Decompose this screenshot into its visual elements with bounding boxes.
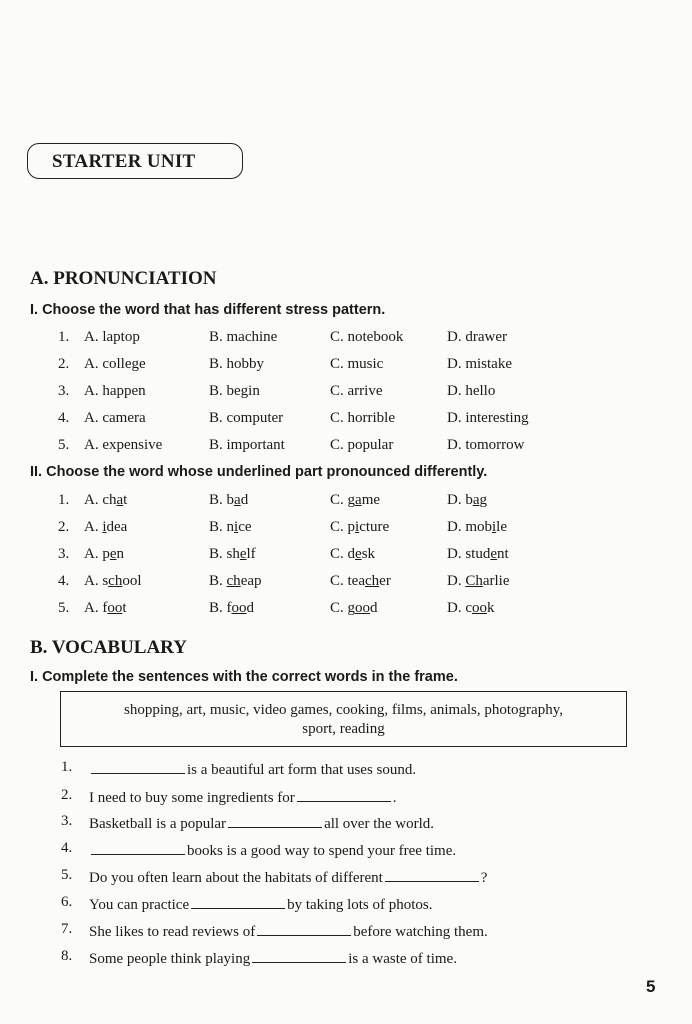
- word-part: k: [487, 600, 495, 616]
- section-a-part2-instruction: II. Choose the word whose underlined part pronounced differently.: [30, 464, 488, 480]
- pronunciation-question-row: [0, 492, 692, 512]
- sentence-row: [0, 840, 692, 860]
- sentence-text: [89, 921, 488, 941]
- word-part: D. mob: [447, 519, 492, 535]
- sentence-number: 1.: [61, 759, 73, 775]
- word-part: ce: [238, 519, 252, 535]
- sentence-before-blank: Do you often learn about the habitats of different: [89, 870, 383, 886]
- sentence-row: [0, 813, 692, 833]
- option-c[interactable]: [330, 492, 380, 509]
- word-frame: [60, 691, 627, 747]
- pronunciation-question-row: [0, 519, 692, 539]
- word-frame-line-2: sport, reading: [302, 721, 385, 737]
- underlined-part: ch: [108, 573, 123, 589]
- word-part: C. d: [330, 546, 356, 562]
- option-c[interactable]: C. music: [330, 356, 384, 372]
- option-c[interactable]: C. popular: [330, 437, 394, 453]
- question-number: 3.: [58, 383, 70, 399]
- underlined-part: i: [355, 519, 360, 535]
- sentence-text: [89, 813, 434, 833]
- sentence-after-blank: is a waste of time.: [348, 951, 457, 967]
- sentence-text: [89, 894, 433, 914]
- word-part: A. p: [84, 546, 110, 562]
- word-part: D. c: [447, 600, 472, 616]
- option-d[interactable]: D. drawer: [447, 329, 507, 345]
- word-part: C. g: [330, 600, 356, 616]
- option-a[interactable]: [84, 573, 142, 590]
- underlined-part: oo: [231, 600, 247, 616]
- word-part: n: [116, 546, 125, 562]
- word-part: D. stud: [447, 546, 491, 562]
- sentence-number: 3.: [61, 813, 73, 829]
- option-c[interactable]: [330, 546, 375, 563]
- pronunciation-question-row: [0, 600, 692, 620]
- option-b[interactable]: [209, 600, 254, 617]
- option-d[interactable]: D. mistake: [447, 356, 512, 372]
- option-d[interactable]: [447, 492, 487, 509]
- word-part: me: [361, 492, 381, 508]
- option-d[interactable]: [447, 519, 507, 536]
- word-part: d: [240, 492, 249, 508]
- option-a[interactable]: A. expensive: [84, 437, 163, 453]
- word-part: d: [246, 600, 254, 616]
- sentence-after-blank: .: [392, 790, 397, 806]
- word-part: cture: [359, 519, 390, 535]
- sentence-row: [0, 867, 692, 887]
- underlined-part: ch: [226, 573, 241, 589]
- sentence-text: [89, 948, 457, 968]
- option-a[interactable]: A. camera: [84, 410, 146, 426]
- sentence-row: [0, 787, 692, 807]
- sentence-text: [89, 759, 416, 779]
- sentence-row: [0, 894, 692, 914]
- sentence-after-blank: is a beautiful art form that uses sound.: [187, 762, 417, 778]
- word-part: A.: [84, 519, 103, 535]
- question-number: 5.: [58, 600, 70, 616]
- word-part: A. ch: [84, 492, 117, 508]
- option-b[interactable]: B. computer: [209, 410, 284, 426]
- underlined-part: oo: [107, 600, 123, 616]
- option-b[interactable]: [209, 492, 248, 509]
- sentence-row: [0, 759, 692, 779]
- underlined-part: a: [472, 492, 480, 508]
- sentence-after-blank: all over the world.: [324, 816, 435, 832]
- question-number: 2.: [58, 519, 70, 535]
- sentence-before-blank: Some people think playing: [89, 951, 251, 967]
- option-b[interactable]: B. important: [209, 437, 285, 453]
- pronunciation-question-row: [0, 573, 692, 593]
- stress-question-row: [0, 383, 692, 403]
- question-number: 3.: [58, 546, 70, 562]
- answer-blank[interactable]: [91, 840, 185, 855]
- underlined-part: e: [490, 546, 498, 562]
- option-a[interactable]: A. college: [84, 356, 146, 372]
- stress-question-row: [0, 356, 692, 376]
- unit-title: STARTER UNIT: [52, 151, 196, 172]
- word-part: B. b: [209, 492, 235, 508]
- question-number: 4.: [58, 410, 70, 426]
- stress-question-row: [0, 437, 692, 457]
- answer-blank[interactable]: [252, 948, 346, 963]
- underlined-part: ch: [365, 573, 380, 589]
- word-part: ool: [122, 573, 142, 589]
- option-a[interactable]: [84, 546, 124, 563]
- word-part: B. f: [209, 600, 232, 616]
- sentence-text: [89, 840, 456, 860]
- sentence-after-blank: ?: [480, 870, 488, 886]
- sentence-after-blank: by taking lots of photos.: [287, 897, 433, 913]
- option-d[interactable]: [447, 600, 495, 617]
- option-b[interactable]: B. hobby: [209, 356, 265, 372]
- question-number: 2.: [58, 356, 70, 372]
- answer-blank[interactable]: [191, 894, 285, 909]
- option-b[interactable]: [209, 573, 262, 590]
- word-part: t: [123, 492, 128, 508]
- option-c[interactable]: C. notebook: [330, 329, 404, 345]
- sentence-before-blank: She likes to read reviews of: [89, 924, 256, 940]
- word-frame-line-1: shopping, art, music, video games, cooking, films, animals, photography,: [124, 702, 563, 718]
- sentence-number: 2.: [61, 787, 73, 803]
- word-part: eap: [240, 573, 262, 589]
- pronunciation-question-row: [0, 546, 692, 566]
- sentence-after-blank: books is a good way to spend your free time.: [187, 843, 457, 859]
- option-a[interactable]: [84, 492, 127, 509]
- option-b[interactable]: [209, 519, 252, 536]
- word-part: B. sh: [209, 546, 240, 562]
- underlined-part: oo: [472, 600, 487, 616]
- word-part: C. p: [330, 519, 356, 535]
- option-c[interactable]: [330, 573, 391, 590]
- sentence-number: 8.: [61, 948, 73, 964]
- word-part: B. n: [209, 519, 235, 535]
- option-d[interactable]: [447, 573, 510, 590]
- word-part: arlie: [482, 573, 510, 589]
- sentence-text: [89, 787, 397, 807]
- underlined-part: Ch: [465, 573, 483, 589]
- option-b[interactable]: [209, 546, 256, 563]
- underlined-part: oo: [355, 600, 371, 616]
- sentence-number: 7.: [61, 921, 73, 937]
- section-a-title: A. PRONUNCIATION: [30, 268, 217, 289]
- underlined-part: a: [355, 492, 362, 508]
- option-c[interactable]: [330, 519, 389, 536]
- sentence-text: [89, 867, 487, 887]
- underlined-part: i: [234, 519, 239, 535]
- word-part: lf: [246, 546, 256, 562]
- word-part: d: [370, 600, 378, 616]
- sentence-number: 6.: [61, 894, 73, 910]
- stress-question-row: [0, 329, 692, 349]
- underlined-part: e: [109, 546, 117, 562]
- option-c[interactable]: C. horrible: [330, 410, 395, 426]
- question-number: 5.: [58, 437, 70, 453]
- underlined-part: e: [239, 546, 247, 562]
- section-a-part1-instruction: I. Choose the word that has different stress pattern.: [30, 302, 386, 318]
- word-part: A. f: [84, 600, 108, 616]
- underlined-part: a: [116, 492, 124, 508]
- word-part: D. b: [447, 492, 473, 508]
- answer-blank[interactable]: [297, 787, 391, 802]
- option-d[interactable]: D. interesting: [447, 410, 529, 426]
- option-a[interactable]: [84, 600, 127, 617]
- word-part: B.: [209, 573, 227, 589]
- option-d[interactable]: D. tomorrow: [447, 437, 525, 453]
- option-c[interactable]: C. arrive: [330, 383, 383, 399]
- option-b[interactable]: B. machine: [209, 329, 278, 345]
- question-number: 4.: [58, 573, 70, 589]
- word-part: t: [122, 600, 127, 616]
- underlined-part: e: [355, 546, 362, 562]
- answer-blank[interactable]: [385, 867, 479, 882]
- answer-blank[interactable]: [228, 813, 322, 828]
- answer-blank[interactable]: [257, 921, 351, 936]
- sentence-number: 4.: [61, 840, 73, 856]
- sentence-before-blank: I need to buy some ingredients for: [89, 790, 295, 806]
- option-b[interactable]: B. begin: [209, 383, 260, 399]
- stress-question-row: [0, 410, 692, 430]
- option-d[interactable]: [447, 546, 509, 563]
- question-number: 1.: [58, 329, 70, 345]
- underlined-part: a: [234, 492, 241, 508]
- sentence-after-blank: before watching them.: [353, 924, 488, 940]
- word-part: A. s: [84, 573, 109, 589]
- sentence-number: 5.: [61, 867, 73, 883]
- page-number: 5: [646, 977, 656, 996]
- section-b-part1-instruction: I. Complete the sentences with the correct words in the frame.: [30, 669, 458, 685]
- sentence-row: [0, 921, 692, 941]
- word-part: g: [479, 492, 488, 508]
- word-part: sk: [361, 546, 376, 562]
- option-a[interactable]: [84, 519, 127, 536]
- word-part: C. tea: [330, 573, 365, 589]
- option-c[interactable]: [330, 600, 378, 617]
- word-part: er: [379, 573, 391, 589]
- question-number: 1.: [58, 492, 70, 508]
- sentence-before-blank: You can practice: [89, 897, 190, 913]
- word-part: le: [496, 519, 507, 535]
- word-part: nt: [497, 546, 509, 562]
- word-part: dea: [106, 519, 128, 535]
- section-b-title: B. VOCABULARY: [30, 637, 187, 658]
- underlined-part: i: [492, 519, 497, 535]
- word-part: D.: [447, 573, 466, 589]
- word-part: C. g: [330, 492, 356, 508]
- sentence-row: [0, 948, 692, 968]
- option-d[interactable]: D. hello: [447, 383, 496, 399]
- underlined-part: i: [102, 519, 107, 535]
- option-a[interactable]: A. happen: [84, 383, 146, 399]
- option-a[interactable]: A. laptop: [84, 329, 140, 345]
- answer-blank[interactable]: [91, 759, 185, 774]
- sentence-before-blank: Basketball is a popular: [89, 816, 227, 832]
